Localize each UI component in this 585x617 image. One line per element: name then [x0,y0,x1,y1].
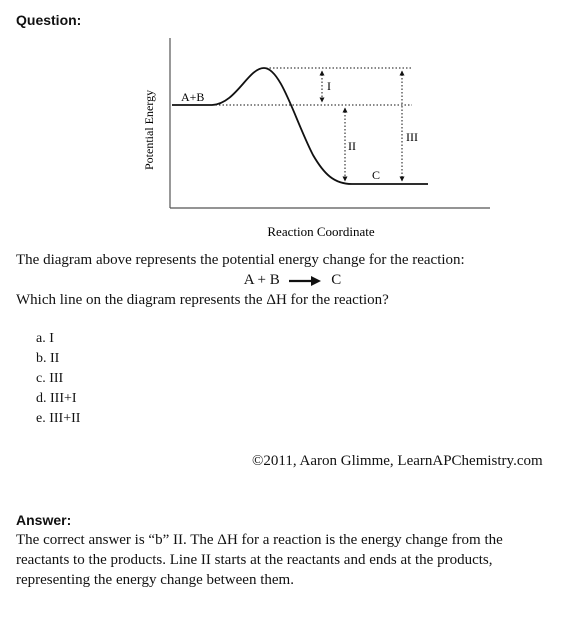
product-label: C [372,168,381,182]
answer-line: The correct answer is “b” II. The ΔH for a reaction is the energy change from the [16,532,503,548]
energy-curve [172,68,428,184]
answer-line: representing the energy change between them. [16,572,294,588]
reactants-label: A+B [181,90,205,104]
choice-e[interactable]: e. III+II [36,411,81,426]
question-heading: Question: [16,12,82,28]
choice-d[interactable]: d. III+I [36,391,77,406]
answer-heading: Answer: [16,512,72,528]
energy-diagram [0,0,585,250]
equation-reactants: A + B [243,272,280,288]
x-axis-label: Reaction Coordinate [267,224,375,239]
line-III-label: III [406,130,418,144]
copyright-notice: ©2011, Aaron Glimme, LearnAPChemistry.com [252,453,543,469]
answer-explanation [16,530,503,590]
question-intro: The diagram above represents the potential energy change for the reaction: [16,252,465,268]
reaction-equation [0,270,585,290]
choice-c[interactable]: c. III [36,371,64,386]
choice-b[interactable]: b. II [36,351,60,366]
answer-line: reactants to the products. Line II starts at the reactants and ends at the products, [16,552,493,568]
y-axis-label: Potential Energy [142,89,156,170]
line-II-label: II [348,139,356,153]
question-prompt: Which line on the diagram represents the ΔH for the reaction? [16,292,389,308]
equation-product: C [331,272,342,288]
reaction-arrow-icon [287,275,323,287]
line-I-label: I [327,79,331,93]
answer-choices [36,329,80,429]
choice-a[interactable]: a. I [36,331,54,346]
